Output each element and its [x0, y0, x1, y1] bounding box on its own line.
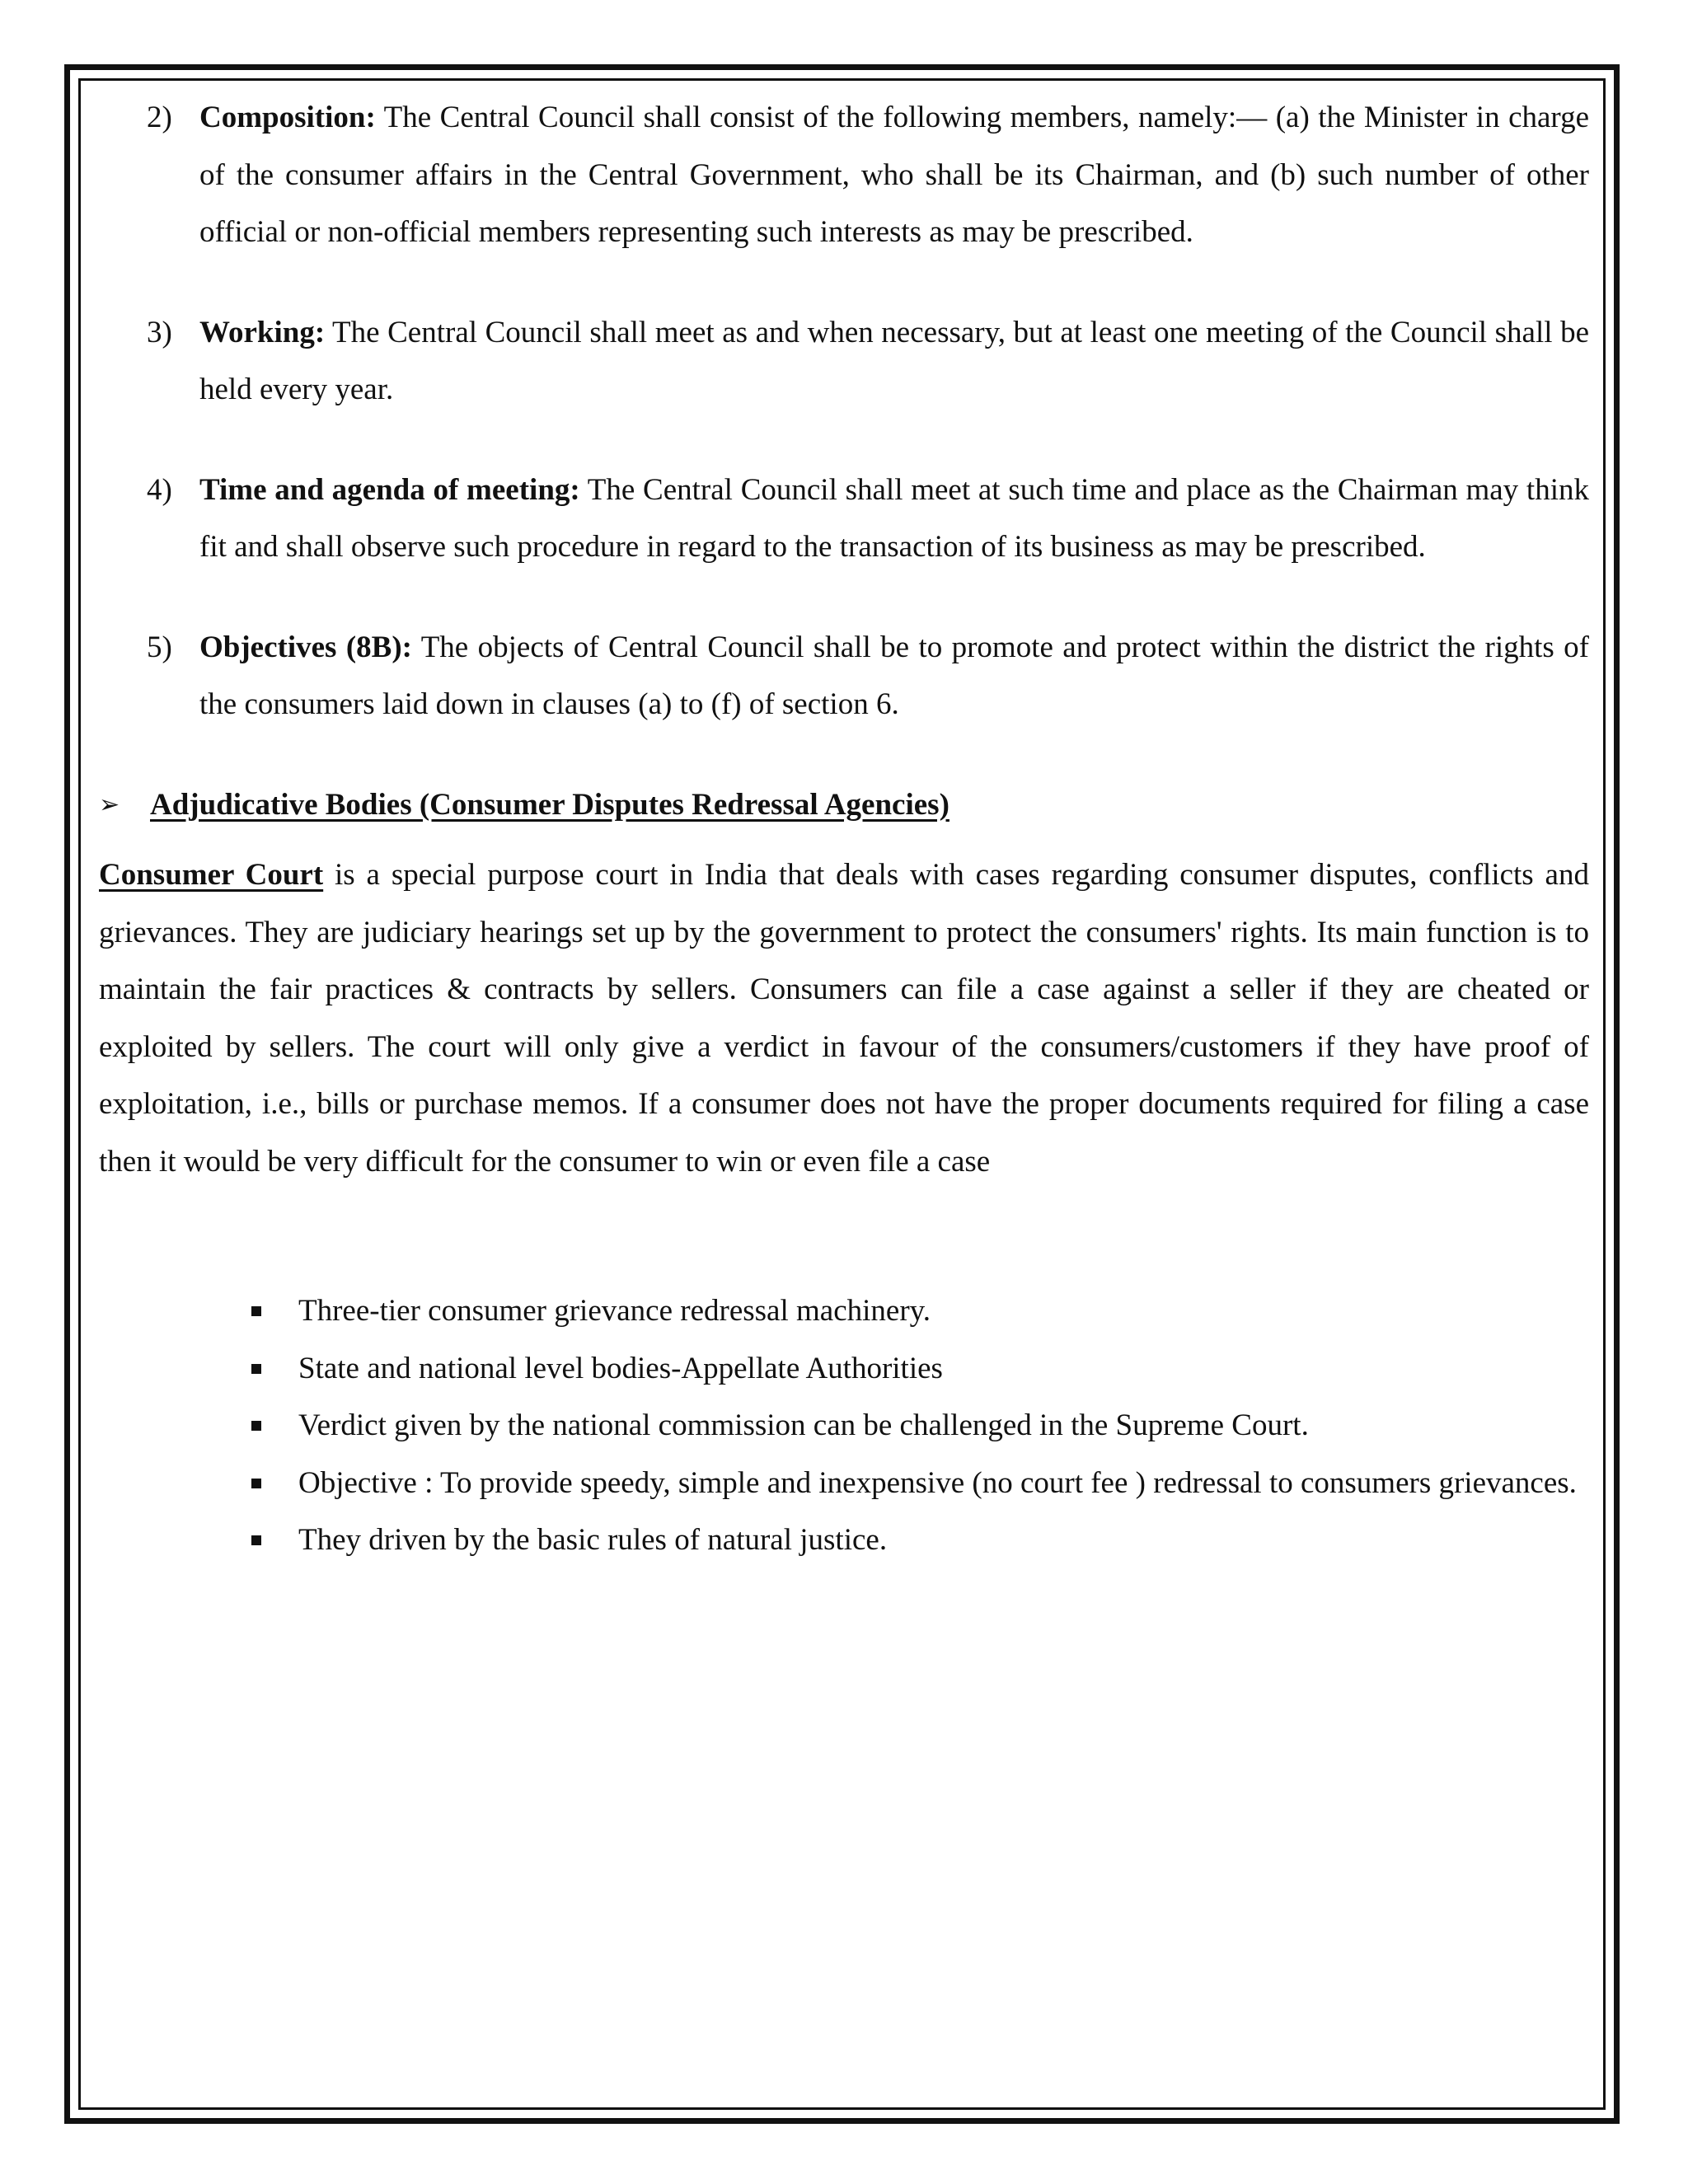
bullet-text: State and national level bodies-Appellate Authorities [298, 1351, 943, 1385]
bullet-text: Objective : To provide speedy, simple and inexpensive (no court fee ) redressal to consumers grievances. [298, 1465, 1577, 1500]
item-label: Composition: [199, 101, 376, 134]
bullet-list [99, 1282, 1589, 1569]
bullet-item [99, 1340, 1589, 1398]
item-text: The Central Council shall consist of the following members, namely:— (a) the Minister in charge of the consumer affairs in the Central Government, who shall be its Chairman, and (b) such number of other official or non-official members representing such interests as may be prescribed. [199, 101, 1589, 249]
bullet-text: Three-tier consumer grievance redressal machinery. [298, 1294, 931, 1328]
bullet-item [99, 1511, 1589, 1569]
square-bullet-icon [251, 1535, 261, 1545]
consumer-court-paragraph [99, 846, 1589, 1190]
bullet-item [99, 1455, 1589, 1512]
item-label: Time and agenda of meeting: [199, 472, 580, 507]
item-number: 5) [147, 630, 172, 664]
square-bullet-icon [251, 1364, 261, 1374]
item-text: The Central Council shall meet at such time and place as the Chairman may think fit and shall observe such procedure in regard to the transaction of its business as may be prescribed. [199, 472, 1589, 564]
paragraph-text: is a special purpose court in India that deals with cases regarding consumer disputes, conflicts and grievances. They are judiciary hearings set up by the government to protect the consumers' rights. Its main function is to maintain the fair practices & contracts by sellers. Consumers can file a case against a seller if they are cheated or exploited by sellers. The court will only give a verdict in favour of the consumers/customers if they have proof of exploitation, i.e., bills or purchase memos. If a consumer does not have the proper documents required for filing a case then it would be very difficult for the consumer to win or even file a case [99, 858, 1589, 1179]
bullet-item [99, 1397, 1589, 1455]
item-number: 2) [147, 101, 172, 134]
document-body [99, 89, 1589, 1569]
square-bullet-icon [251, 1479, 261, 1488]
bullet-text: Verdict given by the national commission can be challenged in the Supreme Court. [298, 1408, 1309, 1442]
item-number: 3) [147, 315, 172, 349]
bullet-item [99, 1282, 1589, 1340]
paragraph-lead-term: Consumer Court [99, 858, 324, 892]
section-heading-text: Adjudicative Bodies (Consumer Disputes Redressal Agencies) [150, 787, 950, 822]
square-bullet-icon [251, 1306, 261, 1316]
item-number: 4) [147, 472, 172, 507]
bullet-text: They driven by the basic rules of natural justice. [298, 1523, 888, 1557]
item-label: Objectives (8B): [199, 630, 412, 664]
arrow-bullet-icon: ➢ [99, 790, 120, 819]
section-heading [99, 776, 1589, 834]
square-bullet-icon [251, 1421, 261, 1431]
list-item-working [99, 304, 1589, 419]
item-label: Working: [199, 315, 326, 349]
item-text: The objects of Central Council shall be to promote and protect within the district the rights of the consumers laid down in clauses (a) to (f) of section 6. [199, 630, 1590, 721]
item-text: The Central Council shall meet as and when necessary, but at least one meeting of the Council shall be held every year. [199, 315, 1589, 406]
list-item-time-agenda [99, 462, 1589, 576]
list-item-composition [99, 89, 1589, 261]
list-item-objectives [99, 619, 1589, 733]
